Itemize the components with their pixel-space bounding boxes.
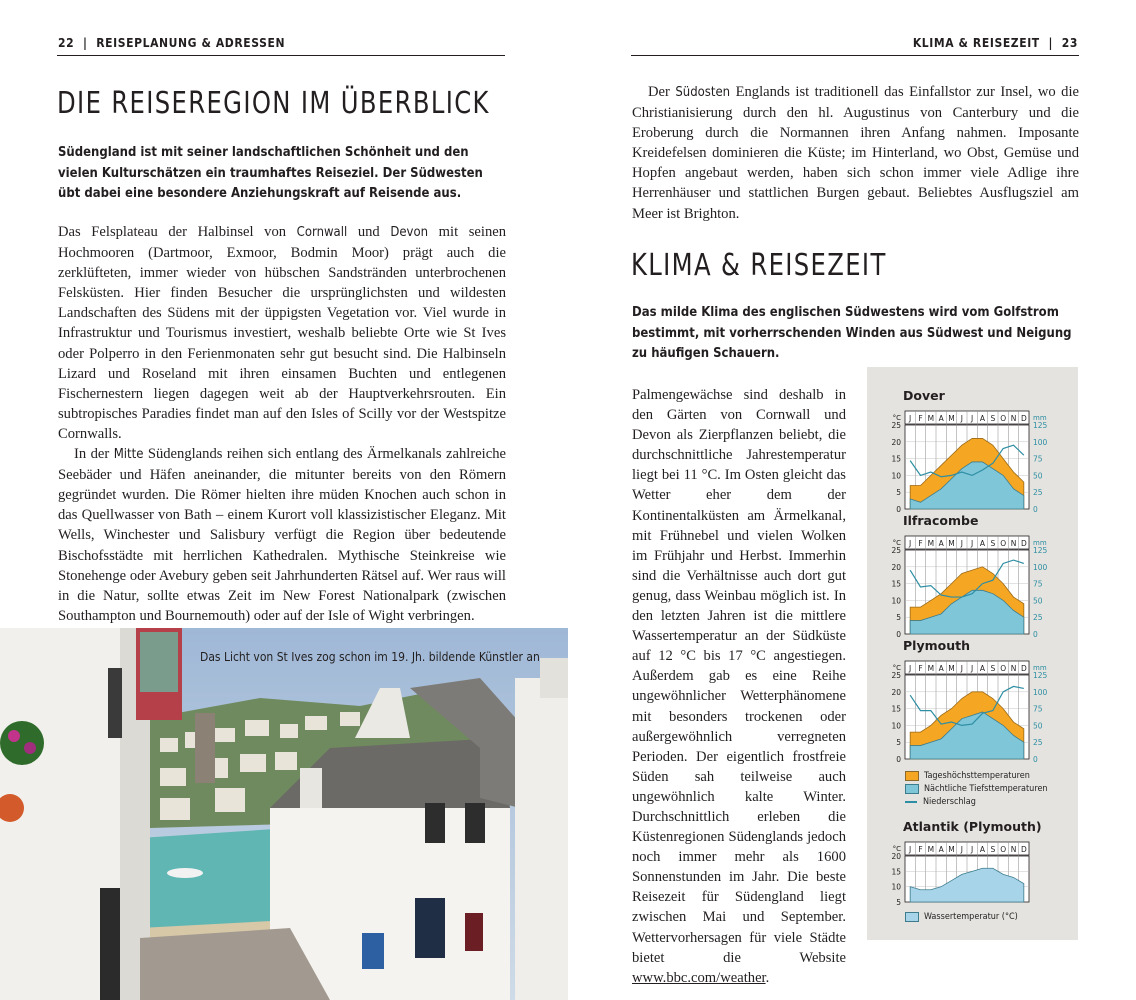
rain-tick-label: 50 bbox=[1033, 471, 1043, 481]
right-intro-text bbox=[632, 82, 1079, 224]
month-label: A bbox=[979, 414, 986, 423]
legend-high-label: Tageshöchsttemperaturen bbox=[924, 770, 1030, 781]
chart-title-0: Dover bbox=[903, 388, 945, 403]
month-label: F bbox=[918, 539, 923, 548]
month-label: D bbox=[1020, 414, 1027, 423]
temp-tick-label: 15 bbox=[891, 867, 901, 877]
temp-unit-label: °C bbox=[892, 539, 901, 547]
month-label: J bbox=[960, 664, 963, 673]
legend-high bbox=[905, 769, 1048, 782]
month-label: A bbox=[979, 845, 986, 854]
month-label: M bbox=[948, 845, 955, 854]
month-label: A bbox=[979, 539, 986, 548]
month-label: J bbox=[909, 539, 912, 548]
rain-tick-label: 75 bbox=[1033, 454, 1043, 464]
rain-tick-label: 125 bbox=[1033, 421, 1048, 430]
photo-caption: Das Licht von St Ives zog schon im 19. Jh. bildende Künstler an bbox=[200, 650, 540, 664]
temp-tick-label: 5 bbox=[896, 898, 901, 907]
month-label: N bbox=[1010, 664, 1017, 673]
legend-water-swatch bbox=[905, 912, 919, 922]
rain-tick-label: 75 bbox=[1033, 704, 1043, 714]
temp-tick-label: 0 bbox=[896, 630, 901, 639]
temp-tick-label: 20 bbox=[891, 437, 901, 447]
right-lead-paragraph: Das milde Klima des englischen Südwestens wird vom Golfstrom bestimmt, mit vorherrschenden Winden aus Südwest und Neigung zu häufigen Schauern. bbox=[632, 305, 1072, 361]
temp-tick-label: 25 bbox=[891, 546, 901, 555]
left-page-heading: DIE REISEREGION IM ÜBERBLICK bbox=[57, 86, 490, 121]
month-label: F bbox=[918, 414, 923, 423]
temp-tick-label: 15 bbox=[891, 579, 901, 589]
rain-tick-label: 75 bbox=[1033, 579, 1043, 589]
temp-unit-label: °C bbox=[892, 664, 901, 672]
rain-tick-label: 0 bbox=[1033, 505, 1038, 514]
rain-unit-label: mm bbox=[1033, 539, 1047, 547]
month-label: N bbox=[1010, 845, 1017, 854]
temp-tick-label: 20 bbox=[891, 562, 901, 572]
month-label: O bbox=[1000, 845, 1007, 854]
month-label: F bbox=[918, 664, 923, 673]
temp-tick-label: 20 bbox=[891, 852, 901, 861]
month-label: S bbox=[990, 539, 996, 548]
left-body-text bbox=[58, 222, 506, 626]
right-page-number: 23 bbox=[1061, 36, 1078, 50]
rain-tick-label: 100 bbox=[1033, 562, 1048, 572]
rain-tick-label: 100 bbox=[1033, 437, 1048, 447]
temp-tick-label: 5 bbox=[896, 488, 901, 498]
climate-chart-1 bbox=[867, 513, 1078, 639]
rain-tick-label: 0 bbox=[1033, 630, 1038, 639]
month-label: M bbox=[927, 664, 935, 673]
month-label: J bbox=[960, 414, 963, 423]
right-paragraph-1: Der Südosten Englands ist traditionell das Einfallstor zur Insel, wo die Christianisierung durch den hl. Augustinus von Canterbury und die Eroberung durch die Normannen ihren Anfang nahmen. Imposante Kreidefelsen dominieren die Küste; im Hinterland, wo Obst, Gemüse und Hopfen angebaut werden, haben sich schon immer viele Adlige ihre Herrenhäuser und stattlichen Burgen gebaut. Beliebtes Ausflugsziel am Meer ist Brighton. bbox=[632, 84, 1080, 222]
month-label: M bbox=[948, 539, 955, 548]
temp-tick-label: 20 bbox=[891, 687, 901, 697]
month-label: J bbox=[960, 845, 963, 854]
legend-low bbox=[905, 782, 1048, 795]
rain-tick-label: 50 bbox=[1033, 596, 1043, 606]
climate-infobox bbox=[867, 367, 1078, 940]
right-header-rule bbox=[631, 55, 1079, 56]
chart-title-3: Atlantik (Plymouth) bbox=[903, 819, 1042, 834]
right-paragraph-2: Palmengewächse sind deshalb in den Gärten von Cornwall und Devon als Zierpflanzen beliebt, die durchschnittliche Jahrestemperatur liegt bei 11 °C. Im Osten gleicht das Wetter eher dem der Kontinentalküsten am Ärmelkanal, mit Frühnebel und vielen Wolken im Frühjahr und Herbst. Immerhin sind die Verhältnisse auch dort gut genug, dass Weinbau möglich ist. In den letzten Jahren ist die mittlere Wassertemperatur an der Südküste auf 12 °C bis 17 °C angestiegen. Außerdem gab es eine Reihe ungewöhnlicher Wetterphänomene mit besonders trockenen oder außergewöhnlich verregneten Perioden. Der eigentlich frostfreie Süden sah teilweise auch ungewöhnlich kalte Winter. Durchschnittlich erleben die Küstenregionen Südenglands jedoch noch immer mehr als 1600 Sonnenstunden im Jahr. Die beste Reisezeit für Südengland liegt zwischen Mai und September. Wettervorhersagen für viele Städte bietet die Website www.bbc.com/weather. bbox=[632, 387, 846, 986]
bbc-weather-link[interactable]: www.bbc.com/weather bbox=[632, 969, 766, 986]
month-label: A bbox=[938, 414, 944, 423]
month-label: A bbox=[938, 664, 944, 673]
left-lead-paragraph: Südengland ist mit seiner landschaftlichen Schönheit und den vielen Kulturschätzen ein traumhaftes Reiseziel. Der Südwesten übt dabei eine besondere Anziehungskraft auf Reisende aus. bbox=[58, 145, 483, 201]
left-running-head bbox=[58, 36, 285, 50]
right-body-text bbox=[632, 385, 846, 988]
month-label: J bbox=[909, 664, 912, 673]
month-label: D bbox=[1020, 539, 1027, 548]
month-label: J bbox=[960, 539, 963, 548]
month-label: J bbox=[909, 845, 912, 854]
left-header-rule bbox=[57, 55, 505, 56]
month-label: D bbox=[1020, 845, 1027, 854]
month-label: N bbox=[1010, 414, 1017, 423]
climate-chart-0 bbox=[867, 388, 1078, 514]
legend-rain bbox=[905, 795, 1048, 808]
running-head-separator-right: | bbox=[1044, 36, 1058, 50]
month-label: O bbox=[1000, 414, 1007, 423]
rain-unit-label: mm bbox=[1033, 414, 1047, 422]
month-label: S bbox=[990, 414, 996, 423]
month-label: S bbox=[990, 664, 996, 673]
rain-tick-label: 100 bbox=[1033, 687, 1048, 697]
climate-chart-3 bbox=[867, 820, 1078, 915]
temp-tick-label: 25 bbox=[891, 421, 901, 430]
month-label: N bbox=[1010, 539, 1017, 548]
rain-tick-label: 125 bbox=[1033, 546, 1048, 555]
temp-tick-label: 15 bbox=[891, 704, 901, 714]
temp-tick-label: 5 bbox=[896, 613, 901, 623]
rain-tick-label: 125 bbox=[1033, 671, 1048, 680]
month-label: J bbox=[971, 845, 974, 854]
left-paragraph-1: Das Felsplateau der Halbinsel von Cornwall und Devon mit seinen Hochmooren (Dartmoor, Exmoor, Bodmin Moor) prägt auch die zerklüfteten, immer wieder von hübschen Sandstränden unterbrochenen Felsküsten. Hier finden Besucher die ursprünglichsten und wildesten Landschaften des Südens mit der üppigsten Vegetation vor. Viel wurde in Infrastruktur und Tourismus investiert, weshalb beliebte Orte wie St Ives oder Polperro in den Ferienmonaten sehr gut besucht sind. Die Halbinseln Lizard und Roseland mit ihren einsamen Buchten und entlegenen Fischernestern liegen dagegen weit ab der Hauptverkehrsrouten. Ein subtropisches Paradies findet man auf den Isles of Scilly vor der Westspitze Cornwalls. bbox=[58, 224, 507, 442]
month-label: F bbox=[918, 845, 923, 854]
temp-unit-label: °C bbox=[892, 414, 901, 422]
left-paragraph-2: In der Mitte Südenglands reihen sich entlang des Ärmelkanals zahlreiche Seebäder und Häfen aneinander, die mitunter bereits von den Römern gegründet wurden. Die Römer hielten ihre müden Knochen auch schon in das Quellwasser von Bath – einem Kurort voll klassizistischer Eleganz. Mit Wells, Winchester und Salisbury verfügt die Region über bedeutende Bischofsstädte mit herrlichen Kathedralen. Mythische Steinkreise wie Stonehenge oder Avebury geben seit Jahrhunderten Rätsel auf. Wer raus will in die Natur, sollte etwas Zeit im New Forest Nationalpark (zwischen Southampton und Bournemouth) oder auf der Isle of Wight verbringen. bbox=[58, 446, 506, 624]
rain-tick-label: 25 bbox=[1033, 488, 1043, 498]
temp-tick-label: 10 bbox=[891, 596, 901, 606]
month-label: M bbox=[927, 539, 935, 548]
temp-tick-label: 0 bbox=[896, 505, 901, 514]
temp-tick-label: 10 bbox=[891, 882, 901, 892]
month-label: M bbox=[948, 664, 955, 673]
running-head-separator: | bbox=[78, 36, 92, 50]
legend-low-label: Nächtliche Tiefsttemperaturen bbox=[924, 783, 1048, 794]
month-label: J bbox=[909, 414, 912, 423]
month-label: J bbox=[971, 539, 974, 548]
left-section-title: REISEPLANUNG & ADRESSEN bbox=[96, 36, 286, 50]
month-label: M bbox=[927, 845, 935, 854]
keyword-suedosten: Südosten bbox=[675, 85, 731, 100]
month-label: O bbox=[1000, 539, 1007, 548]
temp-tick-label: 5 bbox=[896, 738, 901, 748]
rain-tick-label: 0 bbox=[1033, 755, 1038, 764]
rain-unit-label: mm bbox=[1033, 664, 1047, 672]
temp-tick-label: 10 bbox=[891, 721, 901, 731]
right-section-title: KLIMA & REISEZEIT bbox=[912, 36, 1040, 50]
left-page-number: 22 bbox=[58, 36, 75, 50]
legend-water-label: Wassertemperatur (°C) bbox=[924, 912, 1018, 922]
temp-tick-label: 0 bbox=[896, 755, 901, 764]
keyword-mitte: Mitte bbox=[113, 447, 144, 463]
month-label: A bbox=[979, 664, 986, 673]
climate-chart-2 bbox=[867, 638, 1078, 764]
temp-tick-label: 15 bbox=[891, 454, 901, 464]
keyword-devon: Devon bbox=[390, 225, 429, 240]
keyword-cornwall: Cornwall bbox=[296, 225, 348, 240]
chart-title-2: Plymouth bbox=[903, 638, 970, 653]
temp-unit-label: °C bbox=[892, 845, 901, 853]
climate-legend bbox=[905, 769, 1048, 808]
month-label: J bbox=[971, 414, 974, 423]
temp-tick-label: 10 bbox=[891, 471, 901, 481]
rain-tick-label: 50 bbox=[1033, 721, 1043, 731]
right-running-head bbox=[913, 36, 1078, 50]
legend-rain-label: Niederschlag bbox=[923, 796, 976, 807]
month-label: A bbox=[938, 539, 944, 548]
month-label: D bbox=[1020, 664, 1027, 673]
rain-tick-label: 25 bbox=[1033, 613, 1043, 623]
right-page-heading: KLIMA & REISEZEIT bbox=[631, 248, 887, 283]
temp-tick-label: 25 bbox=[891, 671, 901, 680]
rain-tick-label: 25 bbox=[1033, 738, 1043, 748]
legend-water bbox=[905, 912, 1018, 922]
month-label: S bbox=[990, 845, 996, 854]
month-label: J bbox=[971, 664, 974, 673]
month-label: A bbox=[938, 845, 944, 854]
legend-rain-swatch bbox=[905, 801, 917, 803]
legend-low-swatch bbox=[905, 784, 919, 794]
st-ives-photo bbox=[0, 628, 568, 1000]
month-label: O bbox=[1000, 664, 1007, 673]
month-label: M bbox=[927, 414, 935, 423]
chart-title-1: Ilfracombe bbox=[903, 513, 979, 528]
legend-high-swatch bbox=[905, 771, 919, 781]
st-ives-illustration bbox=[0, 628, 568, 1000]
month-label: M bbox=[948, 414, 955, 423]
